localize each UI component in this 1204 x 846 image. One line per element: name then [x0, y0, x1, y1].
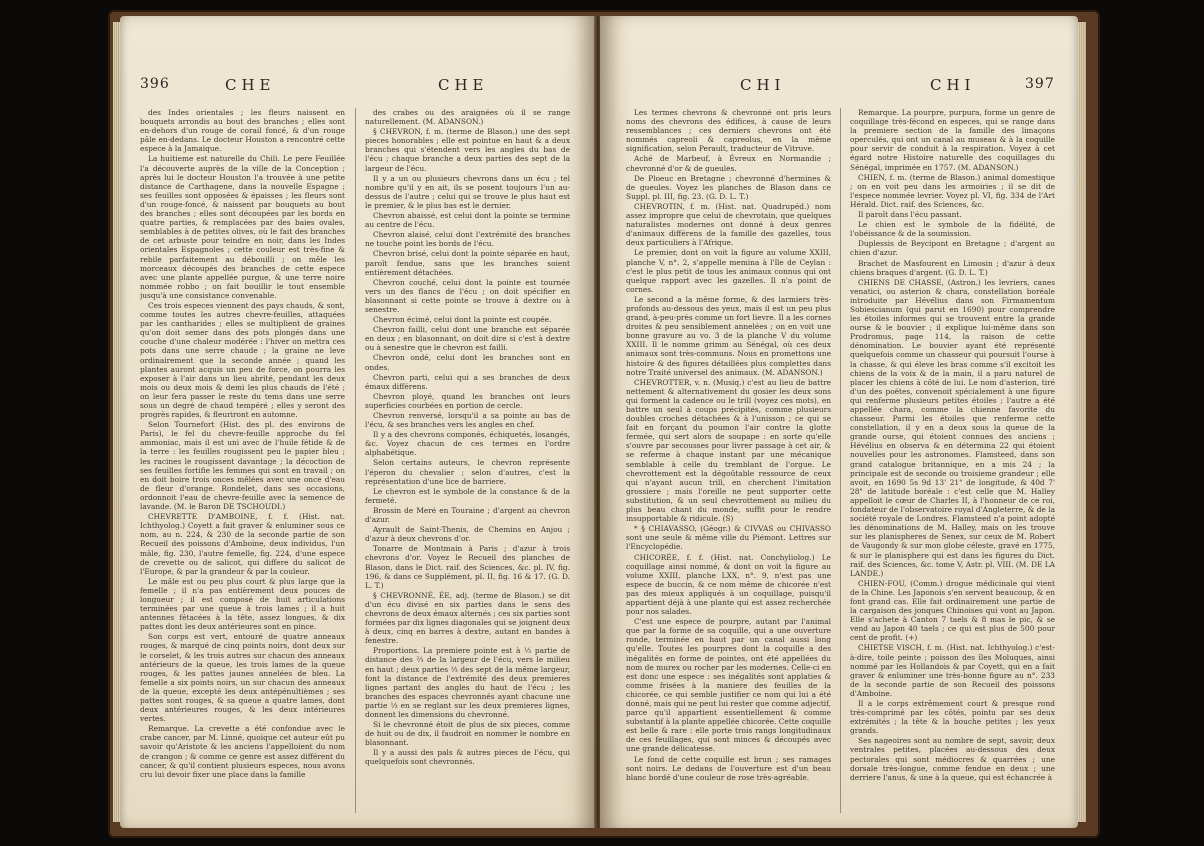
left-page-number: 396: [140, 76, 170, 92]
left-running-head-2: CHE: [438, 76, 489, 94]
column-rule: [840, 108, 841, 813]
paragraph: Il paroît dans l'écu passant.: [858, 210, 962, 220]
column-rule: [355, 108, 356, 813]
left-page-header: [120, 76, 595, 102]
paragraph: C'est une espece de pourpre, autant par l'animal que par la forme de sa coquille, qui a une ouverture ronde, terminée en haut par un canal aussi long qu'elle. Toutes les pourpres dont la coquille a des inégalités en forme de pointes, ont été appellées du nom de murex ou rocher par les modernes. Celle-ci en est donc une espece : ses inégalités sont applaties & comme frisées à la maniere des feuilles de la chicorée, ce qui semble justifier ce nom qui lui a été donné, mais qui ne peut lui rester que comme adjectif, parce qu'il appartient essentiellement & comme substantif à la plante appellée chicorée. Cette coquille est belle & rare : elle porte trois rangs longitudinaux de ces feuillages, qui sont minces & découpés avec une grande délicatesse.: [626, 617, 831, 754]
paragraph: Il y a un ou plusieurs chevrons dans un écu ; tel nombre qu'il y en ait, ils se posent toujours l'un au-dessus de l'autre ; celui qui se trouve le plus haut est le premier, & le plus bas est le dernier.: [365, 173, 570, 210]
paragraph: * § CHIAVASSO, (Géogr.) & CIVVAS ou CHIVASSO sont une seule & même ville du Piémont. Lettres sur l'Encyclopédie.: [626, 524, 831, 552]
paragraph: CHIENS DE CHASSE, (Astron.) les levriers, canes venatici, ou asterion & chara, constellation boréale introduite par Hévélius dans son Firmamentum Sobiescianum (qui parut en 1690) pour comprendre les étoiles informes qui se trouvent entre la grande ourse & le bouvier ; il explique lui-même dans son Prodromus, page 114, la raison de cette dénomination. Le bouvier ayant été représenté quelquefois comme un chasseur qui poursuit l'ourse à la chasse, & qui éleve les bras comme s'il excitoit les chiens de la voix & de la main, il a paru naturel de placer les chiens à côté de lui. Le nom d'asterion, tiré d'un des poëtes, convenoit spécialement à une figure qui renferme plusieurs petites étoiles ; l'autre a été appellée chara, comme la chienne favorite du chasseur. Parmi les étoiles que renferme cette constellation, il y en a deux sous la queue de la grande ourse, qui étoient connues des anciens ; Hévélius en observa & en détermina 22 qui étoient nouvelles pour les astronomes. Flamsteed, dans son grand catalogue britannique, en a mis 24 ; la principale est de seconde ou troisieme grandeur ; elle avoit, en 1690 5s 9d 13' 21" de longitude, & 40d 7' 28" de latitude boréale : c'est celle que M. Halley appelloit le cœur de Charles II, à l'honneur de ce roi, fondateur de l'observatoire royal d'Angleterre, & de la société royale de Londres. Flamsteed n'a point adopté les dénominations de M. Halley, mais on les trouve sur les planispheres de Senex, sur ceux de M. Robert de Vaugondy & sur mon globe céleste, gravé en 1775, & sur le planisphere qui est dans les figures du Dict. raif. des Sciences, &c. tome V, Astr. pl. VIII. (M. DE LA LANDE.): [850, 277, 1055, 578]
paragraph: Selon certains auteurs, le chevron représente l'éperon du chevalier ; selon d'autres, c'est la représentation d'une lice de barriere.: [365, 458, 570, 486]
right-column-2: [850, 108, 1055, 813]
paragraph: Chevron renversé, lorsqu'il a sa pointe au bas de l'écu, & ses branches vers les angles en chef.: [365, 411, 570, 430]
paragraph: Chevron ondé, celui dont les branches sont en ondes.: [365, 353, 570, 372]
paragraph: Il y a des chevrons componés, échiquetés, losangés, &c. Voyez chacun de ces termes en l'ordre alphabétique.: [365, 430, 570, 458]
paragraph: CHEVRETTE D'AMBOINE, f. f. (Hist. nat. Ichthyolog.) Coyett a fait graver & enluminer sous ce nom, au n. 224, & 230 de la seconde partie de son Recueil des poissons d'Amboine, deux individus, l'un mâle, fig. 230, l'autre femelle, fig. 224, d'une espece de crevette ou de salicot, qui differe du salicot de l'Europe, & par la grandeur & par la couleur.: [140, 512, 345, 576]
paragraph: De Ploeuc en Bretagne ; chevronné d'hermines & de gueules. Voyez les planches de Blason dans ce Suppl. pl. III, fig. 23. (G. D. L. T.): [626, 173, 831, 201]
paragraph: CHICORÉE, f. f. (Hist. nat. Conchyliolog.) Le coquillage ainsi nommé, & dont on voit la figure au volume XXIII, planche LXX, n°. 9, n'est pas une espece de buccin, & ce nom même de chicorée n'est pas des mieux appliqués à un coquillage, puisqu'il appartient déjà à une plante qui est assez recherchée pour nos salades.: [626, 552, 831, 617]
paragraph: Brossin de Meré en Touraine ; d'argent au chevron d'azur.: [365, 505, 570, 525]
paragraph: § CHEVRON, f. m. (terme de Blason.) une des sept pieces honorables ; elle est pointue en haut & a deux branches qui s'étendent vers les angles du bas de l'écu ; chaque branche a deux parties des sept de la largeur de l'écu.: [365, 127, 570, 173]
paragraph: des crabes ou des araignées où il se range naturellement. (M. ADANSON.): [365, 108, 570, 127]
paragraph: Selon Tournefort (Hist. des pl. des environs de Paris), le fel du chevre-feuille approche du fel ammoniac, mais il est uni avec de l'huile fétide & de la terre : les feuilles rougissent peu le papier bleu ; les racines le rougissent davantage ; la décoction de ses feuilles fortifie les femmes qui sont en travail ; on en doit boire trois onces mêlées avec une once d'eau de fleur d'orange. Rondelet, dans ses occasions, ordonnoit l'eau de chevre-feuille avec la semence de lavande. (M. le Baron DE TSCHOUDI.): [140, 420, 345, 512]
left-column-1: [140, 108, 345, 813]
paragraph: Les termes chevrons & chevronné ont pris leurs noms des chevrons des édifices, à cause de leurs ressemblances ; ces derniers chevrons ont été nommés capreoli & capreolus, en la même signification, selon Perault, traducteur de Vitruve.: [626, 108, 831, 154]
paragraph: Brachet de Masfourent en Limosin ; d'azur à deux chiens braques d'argent. (G. D. L. T.): [850, 258, 1055, 277]
paragraph: Proportions. La premiere pointe est à ⅓ partie de distance des ⅔ de la largeur de l'écu, vers le milieu en haut ; deux parties ⅓ des sept de la même largeur, font la distance de l'extrémité des deux premieres lignes partant des angles du haut de l'écu ; les branches des espaces chevronnés ayant chacune une partie ⅓ en se reglant sur les deux premieres lignes, donnent les dimensions du chevronné.: [365, 646, 570, 719]
paragraph: CHIEN-FOU, (Comm.) drogue médicinale qui vient de la Chine. Les Japonois s'en servent beaucoup, & en font grand cas. Elle fait ordinairement une partie de la cargaison des jonques Chinoises qui vont au Japon. Elle s'achete à Canton 7 taels & 8 mas le pic, & se vend au Japon 40 taels ; ce qui est plus de 500 pour cent de profit. (+): [850, 578, 1055, 643]
right-running-head-2: CHI: [930, 76, 976, 94]
paragraph: Chevron ployé, quand les branches ont leurs superficies courbées en portion de cercle.: [365, 391, 570, 410]
right-page: [600, 16, 1078, 828]
paragraph: La huitieme est naturelle du Chili. Le pere Feuillée l'a découverte auprès de la ville de la Conception ; après lui le docteur Houston l'a trouvée à une petite distance de Carthagene, dans la nouvelle Espagne ; ses feuilles sont opposées & épaisses ; les fleurs sont d'un rouge-foncé, & naissent par bouquets au bout des branches ; elles sont découpées par les bords en quatre parties, & remplacées par des baies ovales, semblables à de petites olives, où le fait des branches de cet arbuste pour teindre en noir, dans les Indes orientales Espagnoles ; cette couleur est très-fine & rebile parfaitement au débouilli ; on mêle les morceaux découpés des branches de cette espece avec une plante appellée purgue, & une terre noire nommée robbo ; on fait bouillir le tout ensemble jusqu'à une consistance convenable.: [140, 154, 345, 300]
left-column-2: [365, 108, 570, 813]
paragraph: Le chien est le symbole de la fidélité, de l'obéissance & de la soumission.: [850, 220, 1055, 239]
paragraph: Si le chevronné étoit de plus de six pieces, comme de huit ou de dix, il faudroit en nommer le nombre en blasonnant.: [365, 720, 570, 748]
paragraph: Ces trois especes viennent des pays chauds, & sont, comme toutes les autres chevre-feuilles, attaquées par les cantharides ; elles se multiplient de graines qu'on doit semer dans des pots plongés dans une couche d'une chaleur modérée : l'hiver on mettra ces pots dans une serre chaude ; la graine ne leve ordinairement que la seconde année ; quand les plantes auront acquis un peu de force, on pourra les exposer à l'air dans un lieu abrité, pendant les deux mois ou deux mois & demi les plus chauds de l'été ; on leur fera passer le reste du tems dans une serre sous un degré de chaud tempéré ; elles y seront des progrès rapides, & fleuriront en automne.: [140, 300, 345, 420]
paragraph: CHIETSE VISCH, f. m. (Hist. nat. Ichthyolog.) c'est-à-dire, toile peinte ; poisson des îles Moluques, ainsi nommé par les Hollandois & par Coyett, qui en a fait graver & enluminer une très-bonne figure au n°. 233 de la seconde partie de son Recueil des poissons d'Amboine.: [850, 643, 1055, 698]
paragraph: Aché de Marbeuf, à Évreux en Normandie ; chevronné d'or & de gueules.: [626, 154, 831, 173]
paragraph: des Indes orientales ; les fleurs naissent en bouquets arrondis au bout des branches ; elles sont en-dehors d'un rouge de corail foncé, & d'un rouge pâle en-dedans. Le docteur Houston a rencontré cette espece à la Jamaique.: [140, 108, 345, 154]
paragraph: § CHEVRONNÉ, ÉE, adj. (terme de Blason.) se dit d'un écu divisé en six parties dans le sens des chevrons de deux émaux alternés ; ces six parties sont formées par dix lignes diagonales qui se joignent deux à deux, cinq en barres à dextre, autant en bandes à fenestre.: [365, 590, 570, 646]
right-running-head-1: CHI: [740, 76, 786, 94]
paragraph: Chevron failli, celui dont une branche est séparée en deux ; en blasonnant, on doit dire si c'est à dextre ou à senestre que le chevron est failli.: [365, 325, 570, 353]
right-page-header: [600, 76, 1078, 102]
paragraph: Remarque. La pourpre, purpura, forme un genre de coquillage très-fécond en especes, qui se range dans la premiere section de la famille des limaçons operculés, qui ont un canal au museau & à la coquille pour servir de conduit à la respiration. Voyez à cet égard notre Histoire naturelle des coquillages du Sénégal, imprimée en 1757. (M. ADANSON.): [850, 108, 1055, 172]
paragraph: Le second a la même forme, & des larmiers très-profonds au-dessous des yeux, mais il est un peu plus grand, à-peu-près comme un fort lievre. Il a les cornes droites & peu sensiblement annelées ; on en voit une bonne gravure au vo. 3 de la planche V du volume XXIII. Il le nomme grimm au Sénégal, où ces deux animaux sont très-communs. Nous en promettons une histoire & des figures détaillées plus complettes dans notre Traité universel des animaux. (M. ADANSON.): [626, 294, 831, 377]
paragraph: Ayrault de Saint-Thenis, de Chemins en Anjou ; d'azur à deux chevrons d'or.: [365, 525, 570, 544]
paragraph: Remarque. La crevette a été confondue avec le crabe cancer, par M. Linné, quoique cet auteur eût pu savoir qu'Aristote & les anciens l'appelloient du nom de crangon ; & comme ce genre est assez différent du cancer, & qu'il contient plusieurs especes, nous avons cru lui devoir fixer une place dans la famille: [140, 724, 345, 779]
paragraph: Le mâle est ou peu plus court & plus large que la femelle ; il n'a pas entièrement deux pouces de longueur ; il est composé de huit articulations terminées par une queue à trois lames ; il a huit antennes fétacées à la tête, assez longues, & dix pattes dont les deux antérieures sont en pince.: [140, 576, 345, 632]
paragraph: Chevron couché, celui dont la pointe est tournée vers un des flancs de l'écu ; on doit spécifier en blasonnant si cette pointe se trouve à dextre ou à senestre.: [365, 277, 570, 314]
paragraph: Ses nageoires sont au nombre de sept, savoir, deux ventrales petites, placées au-dessous des deux pectorales qui sont médiocres & quarrées ; une dorsale très-longue, comme fendue en deux ; une derriere l'anus, & une à la queue, qui est échancrée à: [850, 736, 1055, 782]
paragraph: Chevron alaisé, celui dont l'extrémité des branches ne touche point les bords de l'écu.: [365, 230, 570, 249]
right-column-1: [626, 108, 831, 813]
paragraph: Le fond de cette coquille est brun ; ses ramages sont noirs. Le dedans de l'ouverture est d'un beau blanc bordé d'une couleur de rose très-agréable.: [626, 754, 831, 782]
paragraph: Chevron écimé, celui dont la pointe est coupée.: [373, 315, 552, 325]
left-page: [120, 16, 595, 828]
paragraph: Il y a aussi des pals & autres pieces de l'écu, qui quelquefois sont chevronnés.: [365, 748, 570, 767]
paragraph: Son corps est vert, entouré de quatre anneaux rouges, & marqué de cinq points noirs, dont deux sur le corselet, & les trois autres sur chacun des anneaux antérieurs de la queue, les trois lames de la queue rouges, & les pattes jaunes annelées de bleu. La femelle a six points noirs, un sur chacun des anneaux de la queue, excepté les deux antépénultièmes ; ses pattes sont rouges, & sa queue a quatre lames, dont deux antérieures rouges, & les deux intérieures vertes.: [140, 632, 345, 724]
paragraph: CHEVROTIN, f. m. (Hist. nat. Quadrupéd.) nom assez impropre que celui de chevrotain, que quelques naturalistes modernes ont donné à deux genres d'animaux différens de la famille des gazelles, tous deux particuliers à l'Afrique.: [626, 201, 831, 248]
left-running-head-1: CHE: [225, 76, 276, 94]
paragraph: Le premier, dont on voit la figure au volume XXIII, planche V, n°. 2, s'appelle memina à l'île de Ceylan : c'est le plus petit de tous les animaux connus qui ont quelque rapport avec les gazelles. Il n'a point de cornes.: [626, 248, 831, 294]
paragraph: Chevron brisé, celui dont la pointe séparée en haut, paroît fendue, sans que les branches soient entièrement détachées.: [365, 249, 570, 277]
paragraph: Tonarre de Montmain à Paris ; d'azur à trois chevrons d'or. Voyez le Recueil des planches de Blason, dans le Dict. raif. des Sciences, &c. pl. IV, fig. 196, & dans ce Supplément, pl. II, fig. 16 & 17. (G. D. L. T.): [365, 544, 570, 590]
paragraph: CHEVROTTER, v. n. (Musiq.) c'est au lieu de battre nettement & alternativement du gosier les deux sons qui forment la cadence ou le trill (voyez ces mots), en battre un seul à coups précipités, comme plusieurs doubles croches détachées & à l'unisson ; ce qui se fait en forçant du poumon l'air contre la glotte fermée, qui sert alors de soupape : en sorte qu'elle s'ouvre par secousses pour livrer passage à cet air, & se referme à chaque instant par une mécanique semblable à celle du tremblant de l'orgue. Le chevrottement est la dégoûtable ressource de ceux qui n'ayant aucun trill, en cherchent l'imitation grossiere ; mais l'oreille ne peut supporter cette substitution, & un seul chevrottement au milieu du plus beau chant du monde, suffit pour le rendre insupportable & ridicule. (S): [626, 377, 831, 524]
paragraph: Il a le corps extrêmement court & presque rond très-comprimé par les côtés, pointu par ses deux extrémités ; la tête & la bouche petites ; les yeux grands.: [850, 699, 1055, 736]
paragraph: Chevron abaissé, est celui dont la pointe se termine au centre de l'écu.: [365, 211, 570, 230]
paragraph: Le chevron est le symbole de la constance & de la fermeté.: [365, 486, 570, 505]
paragraph: Duplessis de Beycipont en Bretagne ; d'argent au chien d'azur.: [850, 239, 1055, 258]
paragraph: CHIEN, f. m. (terme de Blason.) animal domestique ; on en voit peu dans les armoiries ; il se dit de l'espece nommée levrier. Voyez pl. VI, fig. 334 de l'Art Hérald. Dict. raif. des Sciences, &c.: [850, 172, 1055, 209]
right-page-number: 397: [1025, 76, 1055, 92]
paragraph: Chevron parti, celui qui a ses branches de deux émaux différens.: [365, 372, 570, 391]
